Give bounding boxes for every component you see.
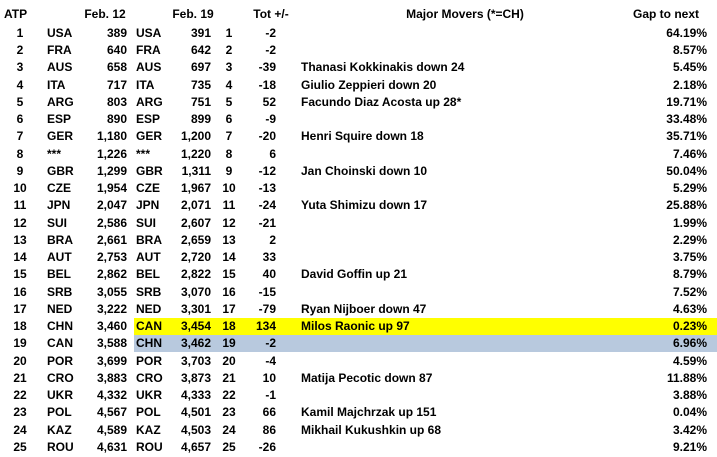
table-row [0,301,717,318]
points-feb12: 4,567 [96,405,127,420]
points-feb19: 391 [190,26,211,40]
gap-to-next: 25.88% [666,198,707,213]
points-feb12: 1,954 [96,181,127,196]
major-mover [301,387,621,404]
major-mover [301,232,621,249]
major-mover: Henri Squire down 18 [301,129,424,144]
country-feb12: NED [47,301,73,316]
total-change: 52 [262,94,276,109]
atp-rank: 5 [16,94,24,109]
total-change: 86 [262,422,276,437]
atp-rank: 18 [13,319,27,334]
country-feb12: BRA [47,232,73,247]
country-feb19: AUS [136,60,162,75]
rank-feb19: 17 [222,301,236,316]
major-mover: Yuta Shimizu down 17 [301,198,428,213]
header-atp: ATP [4,7,28,21]
table-row [0,353,717,370]
gap-to-next: 0.23% [672,319,707,334]
total-change: -12 [258,163,276,178]
gap-to-next: 7.46% [672,146,707,161]
points-feb19: 1,311 [181,163,211,178]
table-row [0,318,717,335]
points-feb12: 3,460 [96,319,127,334]
total-change: -2 [265,26,276,40]
gap-to-next: 64.19% [666,26,707,40]
atp-rank: 20 [13,353,27,368]
gap-to-next: 5.45% [672,60,707,75]
total-change: -18 [258,77,276,92]
major-mover: Milos Raonic up 97 [301,319,410,334]
country-feb12: *** [47,146,62,161]
country-feb12: KAZ [47,422,72,437]
points-feb19: 2,071 [180,198,211,213]
points-feb12: 1,180 [96,129,127,144]
points-feb19: 3,462 [180,336,211,351]
country-feb19: GBR [136,163,163,178]
table-row [0,128,717,145]
table-row [0,77,717,94]
country-feb12: ARG [47,94,74,109]
total-change: -24 [258,198,276,213]
points-feb19: 1,220 [180,146,211,161]
major-mover [301,353,621,370]
table-row [0,370,717,387]
points-feb12: 2,862 [96,267,127,282]
rank-feb19: 24 [222,422,236,437]
major-mover: Facundo Diaz Acosta up 28* [301,94,462,109]
country-feb12: CZE [47,181,71,196]
major-mover: Mikhail Kukushkin up 68 [301,422,442,437]
points-feb19: 3,301 [180,301,211,316]
major-mover: Jan Choinski down 10 [301,163,428,178]
header-tot: Tot +/- [253,7,289,21]
atp-rank: 21 [13,370,27,385]
major-mover [301,215,621,232]
rank-feb19: 8 [225,146,233,161]
points-feb12: 640 [106,43,127,58]
country-feb12: CHN [47,319,73,334]
points-feb12: 658 [106,60,127,75]
atp-rank: 11 [13,198,27,213]
points-feb19: 642 [190,43,211,58]
rank-feb19: 3 [225,60,233,75]
rank-feb19: 4 [225,77,233,92]
total-change: -1 [265,388,276,403]
table-row [0,111,717,128]
total-change: 33 [262,250,276,265]
points-feb12: 4,589 [96,422,127,437]
country-feb19: BRA [136,232,162,247]
gap-to-next: 35.71% [666,129,707,144]
country-feb19: ARG [136,94,163,109]
gap-to-next: 8.57% [672,43,707,58]
rank-feb19: 25 [222,439,236,454]
gap-to-next: 5.29% [672,181,707,196]
country-feb19: CHN [136,336,162,351]
atp-rank: 10 [13,181,27,196]
atp-rank: 9 [16,163,24,178]
country-feb19: AUT [136,250,161,265]
rank-feb19: 2 [225,43,233,58]
total-change: -39 [258,60,276,75]
atp-rank: 6 [16,112,24,127]
country-feb12: SUI [47,215,68,230]
country-feb19: SUI [136,215,157,230]
rank-feb19: 5 [225,94,233,109]
rank-feb19: 18 [222,319,236,334]
total-change: -2 [265,43,276,58]
country-feb12: SRB [47,284,73,299]
points-feb12: 4,631 [96,439,127,454]
country-feb19: KAZ [136,422,161,437]
points-feb19: 735 [190,77,211,92]
major-mover [301,284,621,301]
major-mover [301,249,621,266]
points-feb19: 751 [190,94,211,109]
points-feb12: 2,586 [96,215,127,230]
rank-feb19: 7 [225,129,233,144]
country-feb12: GER [47,129,74,144]
total-change: -4 [265,353,276,368]
gap-to-next: 1.99% [672,215,707,230]
major-mover [301,180,621,197]
rank-feb19: 6 [225,112,233,127]
atp-rank: 4 [16,77,24,92]
country-feb12: AUT [47,250,72,265]
points-feb19: 3,454 [180,319,211,334]
rank-feb19: 22 [222,388,236,403]
table-row [0,284,717,301]
gap-to-next: 50.04% [666,163,707,178]
major-mover: Ryan Nijboer down 47 [301,301,427,316]
rank-feb19: 12 [222,215,236,230]
points-feb19: 4,333 [180,388,211,403]
header-movers: Major Movers (*=CH) [406,7,524,21]
rank-feb19: 15 [222,267,236,282]
major-mover: Giulio Zeppieri down 20 [301,77,437,92]
total-change: -15 [258,284,276,299]
rank-feb19: 23 [222,405,236,420]
gap-to-next: 9.21% [672,439,707,454]
total-change: 66 [262,405,276,420]
atp-rank: 8 [16,146,24,161]
total-change: -2 [265,336,276,351]
country-feb19: POR [136,353,163,368]
points-feb19: 2,607 [180,215,211,230]
total-change: -13 [258,181,276,196]
rank-feb19: 11 [222,198,236,213]
country-feb19: NED [136,301,162,316]
points-feb12: 3,883 [96,370,127,385]
points-feb12: 2,661 [96,232,127,247]
country-feb19: ESP [136,112,161,127]
table-row [0,232,717,249]
total-change: -26 [258,439,276,454]
rank-feb19: 20 [222,353,236,368]
points-feb12: 2,753 [96,250,127,265]
country-feb19: *** [136,146,151,161]
total-change: -9 [265,112,276,127]
gap-to-next: 2.18% [672,77,707,92]
atp-rank: 12 [13,215,27,230]
atp-rank: 13 [13,232,27,247]
country-feb12: POL [47,405,72,420]
rank-feb19: 19 [222,336,236,351]
country-feb19: ROU [136,439,163,454]
points-feb12: 890 [106,112,127,127]
table-row [0,335,717,352]
header-row [0,5,717,23]
points-feb19: 3,703 [180,353,211,368]
points-feb12: 3,588 [96,336,127,351]
table-row [0,59,717,76]
country-feb12: ITA [47,77,66,92]
table-row [0,163,717,180]
country-feb12: FRA [47,43,72,58]
gap-to-next: 2.29% [672,232,707,247]
country-feb19: CAN [136,319,162,334]
gap-to-next: 4.63% [672,301,707,316]
points-feb12: 1,299 [96,163,127,178]
points-feb19: 4,501 [180,405,211,420]
country-feb19: USA [136,26,162,40]
total-change: 40 [262,267,276,282]
table-row [0,387,717,404]
major-mover [301,335,621,352]
major-mover: David Goffin up 21 [301,267,408,282]
country-feb12: CAN [47,336,73,351]
rank-feb19: 14 [222,250,236,265]
country-feb19: SRB [136,284,162,299]
table-row [0,146,717,163]
atp-rank: 1 [16,26,24,40]
rank-feb19: 10 [222,181,236,196]
country-feb12: ROU [47,439,74,454]
atp-rank: 3 [16,60,24,75]
table-row [0,25,717,42]
points-feb12: 717 [106,77,127,92]
country-feb19: JPN [136,198,160,213]
atp-rank: 22 [13,388,27,403]
table-row [0,439,717,456]
country-feb19: FRA [136,43,161,58]
atp-rank: 23 [13,405,27,420]
atp-rank: 14 [13,250,27,265]
table-row [0,197,717,214]
total-change: 134 [255,319,276,334]
atp-rank: 16 [13,284,27,299]
points-feb12: 3,699 [96,353,127,368]
total-change: 6 [269,146,276,161]
gap-to-next: 33.48% [666,112,707,127]
gap-to-next: 11.88% [666,370,707,385]
points-feb12: 389 [106,26,127,40]
country-feb19: UKR [136,388,162,403]
points-feb19: 1,200 [180,129,211,144]
points-feb19: 899 [190,112,211,127]
gap-to-next: 7.52% [672,284,707,299]
atp-rank: 24 [13,422,27,437]
total-change: -79 [258,301,276,316]
rank-feb19: 9 [225,163,233,178]
country-feb12: USA [47,26,73,40]
rank-feb19: 1 [225,26,233,40]
major-mover [301,25,621,42]
gap-to-next: 3.88% [672,388,707,403]
points-feb12: 3,055 [96,284,127,299]
country-feb12: UKR [47,388,73,403]
atp-rank: 17 [13,301,27,316]
table-row [0,180,717,197]
points-feb12: 1,226 [96,146,127,161]
points-feb19: 1,967 [180,181,211,196]
country-feb19: POL [136,405,161,420]
table-row [0,266,717,283]
total-change: -20 [258,129,276,144]
gap-to-next: 4.59% [672,353,707,368]
major-mover: Thanasi Kokkinakis down 24 [301,60,465,75]
points-feb19: 2,659 [180,232,211,247]
table-row [0,42,717,59]
major-mover [301,42,621,59]
header-feb12: Feb. 12 [84,7,126,21]
atp-rank: 2 [16,43,24,58]
total-change: -21 [258,215,276,230]
rank-feb19: 13 [222,232,236,247]
major-mover [301,146,621,163]
gap-to-next: 3.42% [672,422,707,437]
country-feb12: JPN [47,198,71,213]
country-feb12: CRO [47,370,74,385]
country-feb19: CZE [136,181,160,196]
country-feb12: BEL [47,267,71,282]
country-feb12: POR [47,353,74,368]
atp-rank: 25 [13,439,27,454]
atp-rank: 7 [16,129,24,144]
country-feb19: BEL [136,267,160,282]
total-change: 2 [269,232,276,247]
rank-feb19: 16 [222,284,236,299]
gap-to-next: 19.71% [666,94,707,109]
table-row [0,215,717,232]
country-feb12: AUS [47,60,73,75]
points-feb19: 2,822 [180,267,211,282]
major-mover: Matija Pecotic down 87 [301,370,433,385]
gap-to-next: 6.96% [672,336,707,351]
country-feb12: GBR [47,163,74,178]
total-change: 10 [262,370,276,385]
gap-to-next: 0.04% [672,405,707,420]
country-feb12: ESP [47,112,72,127]
points-feb19: 4,503 [180,422,211,437]
points-feb12: 2,047 [96,198,127,213]
points-feb19: 2,720 [180,250,211,265]
major-mover: Kamil Majchrzak up 151 [301,405,437,420]
header-feb19: Feb. 19 [172,7,214,21]
points-feb19: 4,657 [180,439,211,454]
country-feb19: ITA [136,77,155,92]
points-feb19: 697 [190,60,211,75]
points-feb12: 3,222 [96,301,127,316]
rank-feb19: 21 [222,370,236,385]
table-row [0,249,717,266]
atp-rank: 19 [13,336,27,351]
points-feb12: 4,332 [96,388,127,403]
table-row [0,94,717,111]
points-feb19: 3,070 [180,284,211,299]
points-feb19: 3,873 [180,370,211,385]
header-gap: Gap to next [632,7,699,21]
table-row [0,404,717,421]
country-feb19: GER [136,129,163,144]
gap-to-next: 8.79% [672,267,707,282]
country-feb19: CRO [136,370,163,385]
major-mover [301,439,621,456]
points-feb12: 803 [106,94,127,109]
table-row [0,422,717,439]
gap-to-next: 3.75% [672,250,707,265]
atp-rank: 15 [13,267,27,282]
major-mover [301,111,621,128]
